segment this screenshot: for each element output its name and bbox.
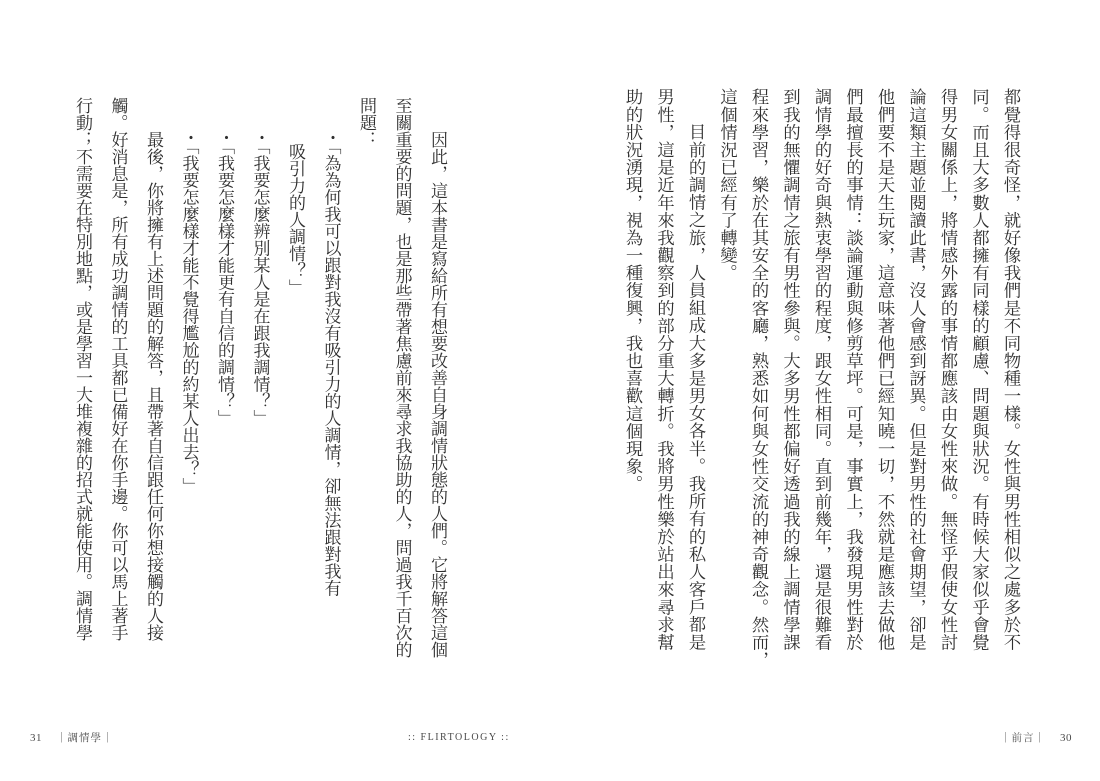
text-column: 得男女關係上，將情感外露的事情都應該由女性來做。無怪乎假使女性討 <box>938 88 957 651</box>
text-column: ・「我要怎麼樣才能不覺得尷尬的約某人出去？」 <box>179 129 199 495</box>
text-column: ・「為為何我可以跟對我沒有吸引力的人調情，卻無法跟對我有 <box>321 129 341 597</box>
text-column: 至關重要的問題，也是那些帶著焦慮前來尋求我協助的人，問過我千百次的 <box>392 97 412 658</box>
left-page-text <box>65 97 456 672</box>
text-column: 調情學的好奇與熱衷學習的程度，跟女性相同。直到前幾年，還是很難看 <box>812 88 831 651</box>
text-column: 他們要不是天生玩家，這意味著他們已經知曉一切，不然就是應該去做他 <box>875 88 894 651</box>
footer <box>0 730 1100 750</box>
text-column: 最後，你將擁有上述問題的解答，且帶著自信跟任何你想接觸的人接 <box>144 131 163 641</box>
text-column: ・「我要怎麼辨別某人是在跟我調情？」 <box>250 129 270 427</box>
text-column: 目前的調情之旅，人員組成大多是男女各半。我所有的私人客戶都是 <box>686 122 705 651</box>
footer-label-left: ｜調情學｜ <box>56 733 114 744</box>
text-column: 男性，這是近年來我觀察到的部分重大轉折。我將男性樂於站出來尋求幫 <box>654 88 674 651</box>
text-column: 吸引力的人調情？」 <box>286 142 305 296</box>
text-column: 這個情況已經有了轉變。 <box>717 88 737 282</box>
footer-left <box>30 730 114 745</box>
text-column: 到我的無懼調情之旅有男性參與。大多男性都偏好透過我的線上調情學課 <box>780 88 800 651</box>
text-column: 觸。好消息是，所有成功調情的工具都已備好在你手邊。你可以馬上著手 <box>108 97 128 641</box>
text-column: 問題： <box>357 97 376 148</box>
text-column: 論這類主題並閱讀此書，沒人會感到訝異。但是對男性的社會期望，卻是 <box>906 88 926 651</box>
text-column: 們最擅長的事情：談論運動與修剪草坪。可是，事實上，我發現男性對於 <box>843 88 863 651</box>
footer-center-running-title: :: FLIRTOLOGY :: <box>408 732 510 743</box>
footer-label-right: ｜前言｜ <box>1000 733 1046 744</box>
text-column: 助的狀況湧現，視為一種復興，我也喜歡這個現象。 <box>623 88 642 493</box>
text-column: 都覺得很奇怪，就好像我們是不同物種一樣。女性與男性相似之處多於不 <box>1001 88 1020 651</box>
text-column: 同。而且大多數人都擁有同樣的顧慮、問題與狀況。有時候大家似乎會覺 <box>969 88 989 651</box>
footer-right <box>1000 730 1072 745</box>
text-column: 行動；不需要在特別地點，或是學習一大堆複雜的招式就能使用。調情學 <box>73 97 92 641</box>
page-number-left: 31 <box>30 732 42 744</box>
right-page-text <box>617 88 1027 673</box>
text-column: ・「我要怎麼樣才能更有自信的調情？」 <box>215 129 234 427</box>
page-number-right: 30 <box>1060 732 1072 744</box>
text-column: 因此，這本書是寫給所有想要改善自身調情狀態的人們。它將解答這個 <box>428 131 447 658</box>
text-column: 程來學習，樂於在其安全的客廳，熟悉如何與女性交流的神奇觀念。然而， <box>749 88 768 669</box>
